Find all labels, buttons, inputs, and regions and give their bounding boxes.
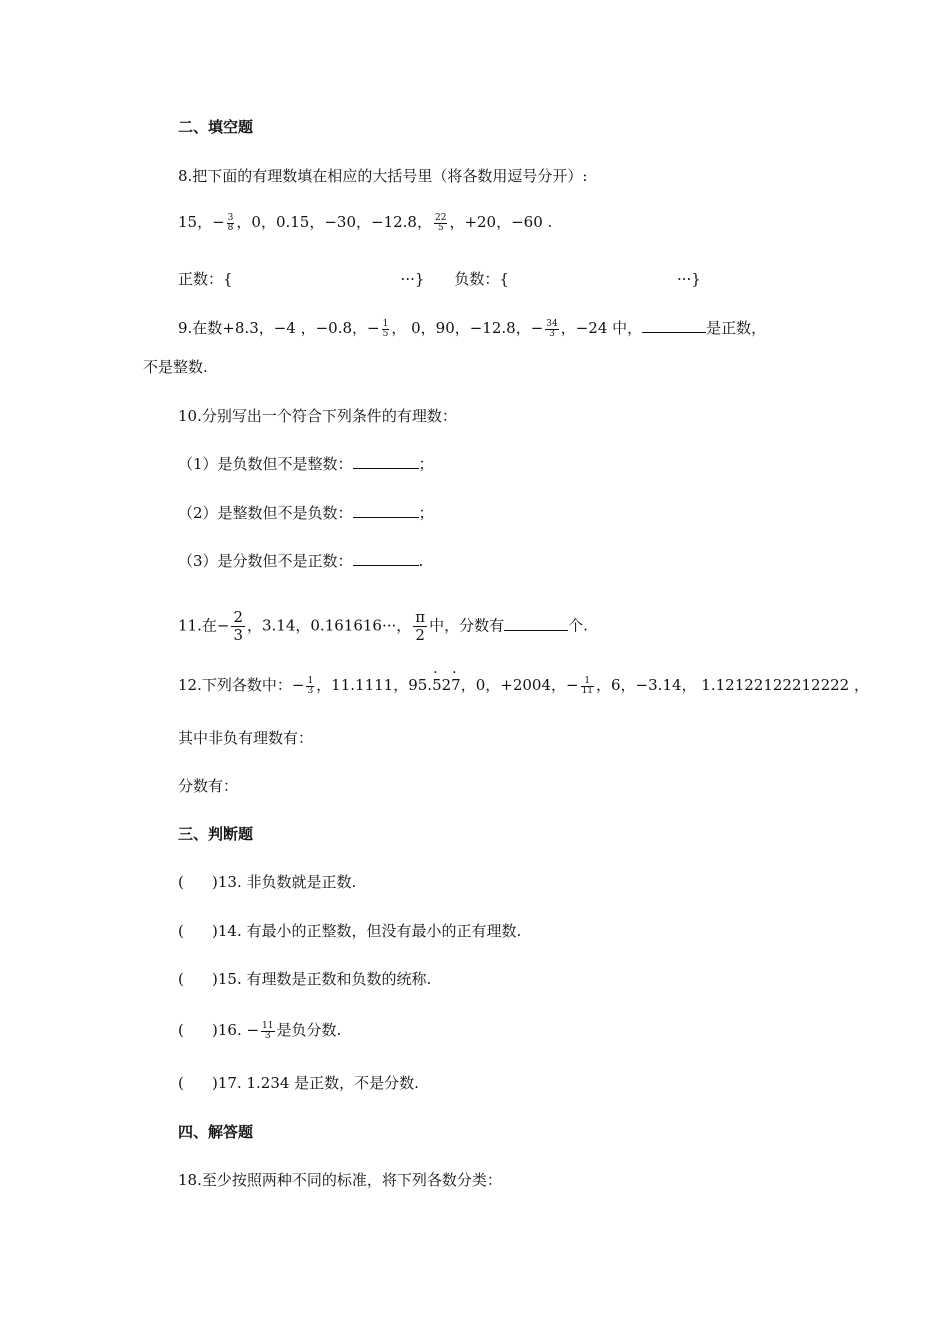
positive-end: ···} [400,270,425,288]
answer-paren-17[interactable]: ( [178,1074,184,1092]
q9-text-c: ，−24 中， [560,319,643,337]
fraction-1-5: $\frac{1}{5}$ [382,318,389,339]
fraction-11-3: $\frac{11}{3}$ [262,1020,274,1041]
q8-minus: − [212,213,225,231]
question-10-prompt: 10.分别写出一个符合下列条件的有理数： [178,407,457,425]
q10-blank-1[interactable] [353,454,419,469]
q12-text-d: ，6，−3.14， 1.12122122212222 ， [596,676,869,694]
question-9-line-2: 不是整数. [143,358,208,376]
q17-text: )17. 1.234 是正数，不是分数. [212,1074,419,1092]
question-10-item-1 [178,454,434,474]
q10-blank-3[interactable] [353,551,419,566]
fraction-1-11: $\frac{1}{11}$ [581,675,594,696]
question-12-line-2: 其中非负有理数有： [178,729,314,747]
question-11 [178,609,588,644]
repeating-digit-start: · 5 [432,675,442,695]
q10-item-2-end: ； [418,504,434,522]
question-8-numbers [178,212,552,233]
question-8-prompt: 8.把下面的有理数填在相应的大括号里（将各数用逗号分开）: [178,167,588,185]
q9-answer-blank[interactable] [642,318,706,333]
answer-paren-16[interactable]: ( [178,1021,184,1039]
question-17 [178,1073,419,1093]
q9-text-a: 9.在数+8.3，−4 ，−0.8，− [178,319,380,337]
question-10-item-3 [178,551,423,571]
q8-numbers-c: ，+20，−60 . [449,213,553,231]
q10-item-3-text: （3）是分数但不是正数： [178,552,353,570]
fraction-22-5: $\frac{22}{5}$ [434,212,447,233]
question-16 [178,1020,341,1041]
q10-item-3-end: . [418,552,424,570]
q14-text: )14. 有最小的正整数，但没有最小的正有理数. [212,922,522,940]
fraction-3-8: $\frac{3}{8}$ [227,212,234,233]
q15-text: )15. 有理数是正数和负数的统称. [212,970,432,988]
positive-label: 正数：{ [178,270,233,288]
q12-text-b: ，11.1111，95. [316,676,433,694]
q9-text-d: 是正数， [706,319,767,337]
question-18-prompt: 18.至少按照两种不同的标准，将下列各数分类： [178,1171,502,1189]
negative-label: 负数：{ [454,270,509,288]
repeating-digit-mid: 2 [441,676,452,694]
question-8-braces [178,269,701,289]
fraction-34-3: $\frac{34}{3}$ [546,318,558,339]
q16-text-b: 是负分数. [276,1021,342,1039]
fraction-pi-2: $\frac{\pi}{2}$ [415,608,426,644]
question-14 [178,921,521,941]
q11-answer-blank[interactable] [504,616,568,631]
section-3-heading: 三、判断题 [178,825,254,843]
fraction-2-3: $\frac{2}{3}$ [233,608,243,644]
answer-paren-13[interactable]: ( [178,873,184,891]
q11-text-d: 个. [568,616,588,635]
q10-item-1-end: ； [418,455,434,473]
question-12-line-3: 分数有： [178,777,239,795]
q12-text-c: ，0，+2004，− [460,676,579,694]
q10-blank-2[interactable] [353,503,419,518]
question-13 [178,872,356,892]
q11-text-a: 11.在− [178,616,230,635]
section-4-heading: 四、解答题 [178,1123,254,1141]
repeating-digit-end: · 7 [451,675,461,695]
q8-numbers-a: 15， [178,213,213,231]
answer-paren-14[interactable]: ( [178,922,184,940]
negative-end: ···} [676,270,701,288]
q10-item-1-text: （1）是负数但不是整数： [178,455,353,473]
q9-text-b: ， 0，90，−12.8，− [391,319,544,337]
q13-text: )13. 非负数就是正数. [212,873,357,891]
q11-text-b: ，3.14，0.161616···， [246,616,412,635]
q11-text-c: 中，分数有 [429,616,505,635]
fraction-1-3: $\frac{1}{3}$ [307,675,314,696]
question-9-line-1 [178,318,766,339]
question-10-item-2 [178,503,434,523]
q8-numbers-b: ，0，0.15，−30，−12.8， [236,213,432,231]
q10-item-2-text: （2）是整数但不是负数： [178,504,353,522]
question-12-line-1 [178,675,869,696]
answer-paren-15[interactable]: ( [178,970,184,988]
section-2-heading: 二、填空题 [178,118,254,136]
q12-text-a: 12.下列各数中：− [178,676,305,694]
q16-text-a: )16. − [212,1021,260,1039]
question-15 [178,969,431,989]
